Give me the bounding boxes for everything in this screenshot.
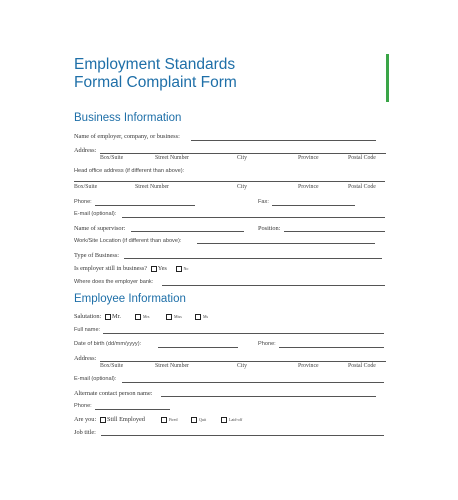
no-label: No	[183, 266, 189, 271]
bank-field[interactable]	[162, 285, 385, 286]
no-checkbox[interactable]	[176, 266, 182, 272]
laid-off-label: Laid-off	[229, 417, 243, 422]
addr-sub-street: Street Number	[155, 155, 189, 161]
addr-sub-postal: Postal Code	[348, 155, 376, 161]
still-employed-label: Still Employed	[107, 416, 145, 423]
employee-email-field[interactable]	[122, 382, 384, 383]
ho-sub-postal: Postal Code	[348, 184, 376, 190]
employee-section-heading: Employee Information	[74, 293, 186, 305]
quit-checkbox[interactable]	[191, 417, 197, 423]
fax-label: Fax:	[258, 199, 269, 205]
still-in-business-label	[74, 265, 188, 272]
employee-address-field[interactable]	[100, 361, 386, 362]
alt-contact-label: Alternate contact person name:	[74, 390, 153, 397]
employee-address-label: Address:	[74, 355, 97, 362]
quit-label: Quit	[199, 417, 207, 422]
form-title-line1: Employment Standards	[74, 56, 236, 73]
mrs-label: Mrs	[143, 314, 150, 319]
salutation-row	[74, 313, 374, 323]
ho-sub-street: Street Number	[135, 184, 169, 190]
still-in-business-text: Is employer still in business?	[74, 265, 148, 272]
miss-checkbox[interactable]	[166, 314, 172, 320]
addr-sub-box: Box/Suite	[100, 155, 124, 161]
employee-phone-field[interactable]	[279, 347, 384, 348]
fax-field[interactable]	[272, 205, 355, 206]
business-section-heading: Business Information	[74, 112, 182, 124]
fired-checkbox[interactable]	[161, 417, 167, 423]
job-title-field[interactable]	[101, 435, 384, 436]
alt-phone-field[interactable]	[95, 409, 170, 410]
employee-phone-label: Phone:	[258, 341, 276, 347]
dob-label: Date of birth (dd/mm/yyyy):	[74, 341, 142, 347]
supervisor-label: Name of supervisor:	[74, 225, 126, 232]
addr-sub-province: Province	[298, 155, 319, 161]
head-office-field[interactable]	[74, 181, 385, 182]
are-you-label: Are you:	[74, 416, 97, 423]
emp-addr-sub-postal: Postal Code	[348, 363, 376, 369]
ms-label: Ms	[203, 314, 209, 319]
ms-checkbox[interactable]	[195, 314, 201, 320]
emp-addr-sub-city: City	[237, 363, 247, 369]
ho-sub-city: City	[237, 184, 247, 190]
employer-name-field[interactable]	[191, 140, 376, 141]
addr-sub-city: City	[237, 155, 247, 161]
emp-addr-sub-street: Street Number	[155, 363, 189, 369]
fullname-field[interactable]	[103, 333, 384, 334]
position-field[interactable]	[284, 231, 385, 232]
miss-label: Miss	[174, 314, 182, 319]
dob-field[interactable]	[158, 347, 238, 348]
form-title-line2: Formal Complaint Form	[74, 74, 237, 91]
mr-label: Mr.	[112, 313, 121, 320]
alt-contact-field[interactable]	[161, 396, 376, 397]
salutation-label: Salutation:	[74, 313, 102, 320]
employee-email-label: E-mail (optional):	[74, 376, 117, 382]
yes-label: Yes	[157, 265, 167, 272]
emp-addr-sub-province: Province	[298, 363, 319, 369]
mrs-checkbox[interactable]	[135, 314, 141, 320]
business-address-field[interactable]	[100, 153, 386, 154]
head-office-label: Head office address (if different than above):	[74, 168, 185, 174]
business-phone-field[interactable]	[95, 205, 195, 206]
position-label: Position:	[258, 225, 281, 232]
supervisor-field[interactable]	[131, 231, 244, 232]
business-type-label: Type of Business:	[74, 252, 120, 259]
business-email-label: E-mail (optional):	[74, 211, 117, 217]
status-row	[74, 416, 374, 426]
business-email-field[interactable]	[122, 217, 385, 218]
yes-checkbox[interactable]	[151, 266, 157, 272]
business-phone-label: Phone:	[74, 199, 92, 205]
emp-addr-sub-box: Box/Suite	[100, 363, 124, 369]
still-employed-checkbox[interactable]	[100, 417, 106, 423]
business-type-field[interactable]	[124, 258, 382, 259]
job-title-label: Job title:	[74, 429, 96, 436]
employer-name-label: Name of employer, company, or business:	[74, 133, 180, 140]
bank-label: Where does the employer bank:	[74, 279, 154, 285]
laid-off-checkbox[interactable]	[221, 417, 227, 423]
mr-checkbox[interactable]	[105, 314, 111, 320]
accent-bar	[386, 54, 389, 102]
ho-sub-province: Province	[298, 184, 319, 190]
ho-sub-box: Box/Suite	[74, 184, 98, 190]
worksite-field[interactable]	[197, 243, 375, 244]
fired-label: Fired	[169, 417, 178, 422]
fullname-label: Full name:	[74, 327, 101, 333]
alt-phone-label: Phone:	[74, 403, 92, 409]
worksite-label: Work/Site Location (if different than above):	[74, 238, 182, 244]
business-address-label: Address:	[74, 147, 97, 154]
